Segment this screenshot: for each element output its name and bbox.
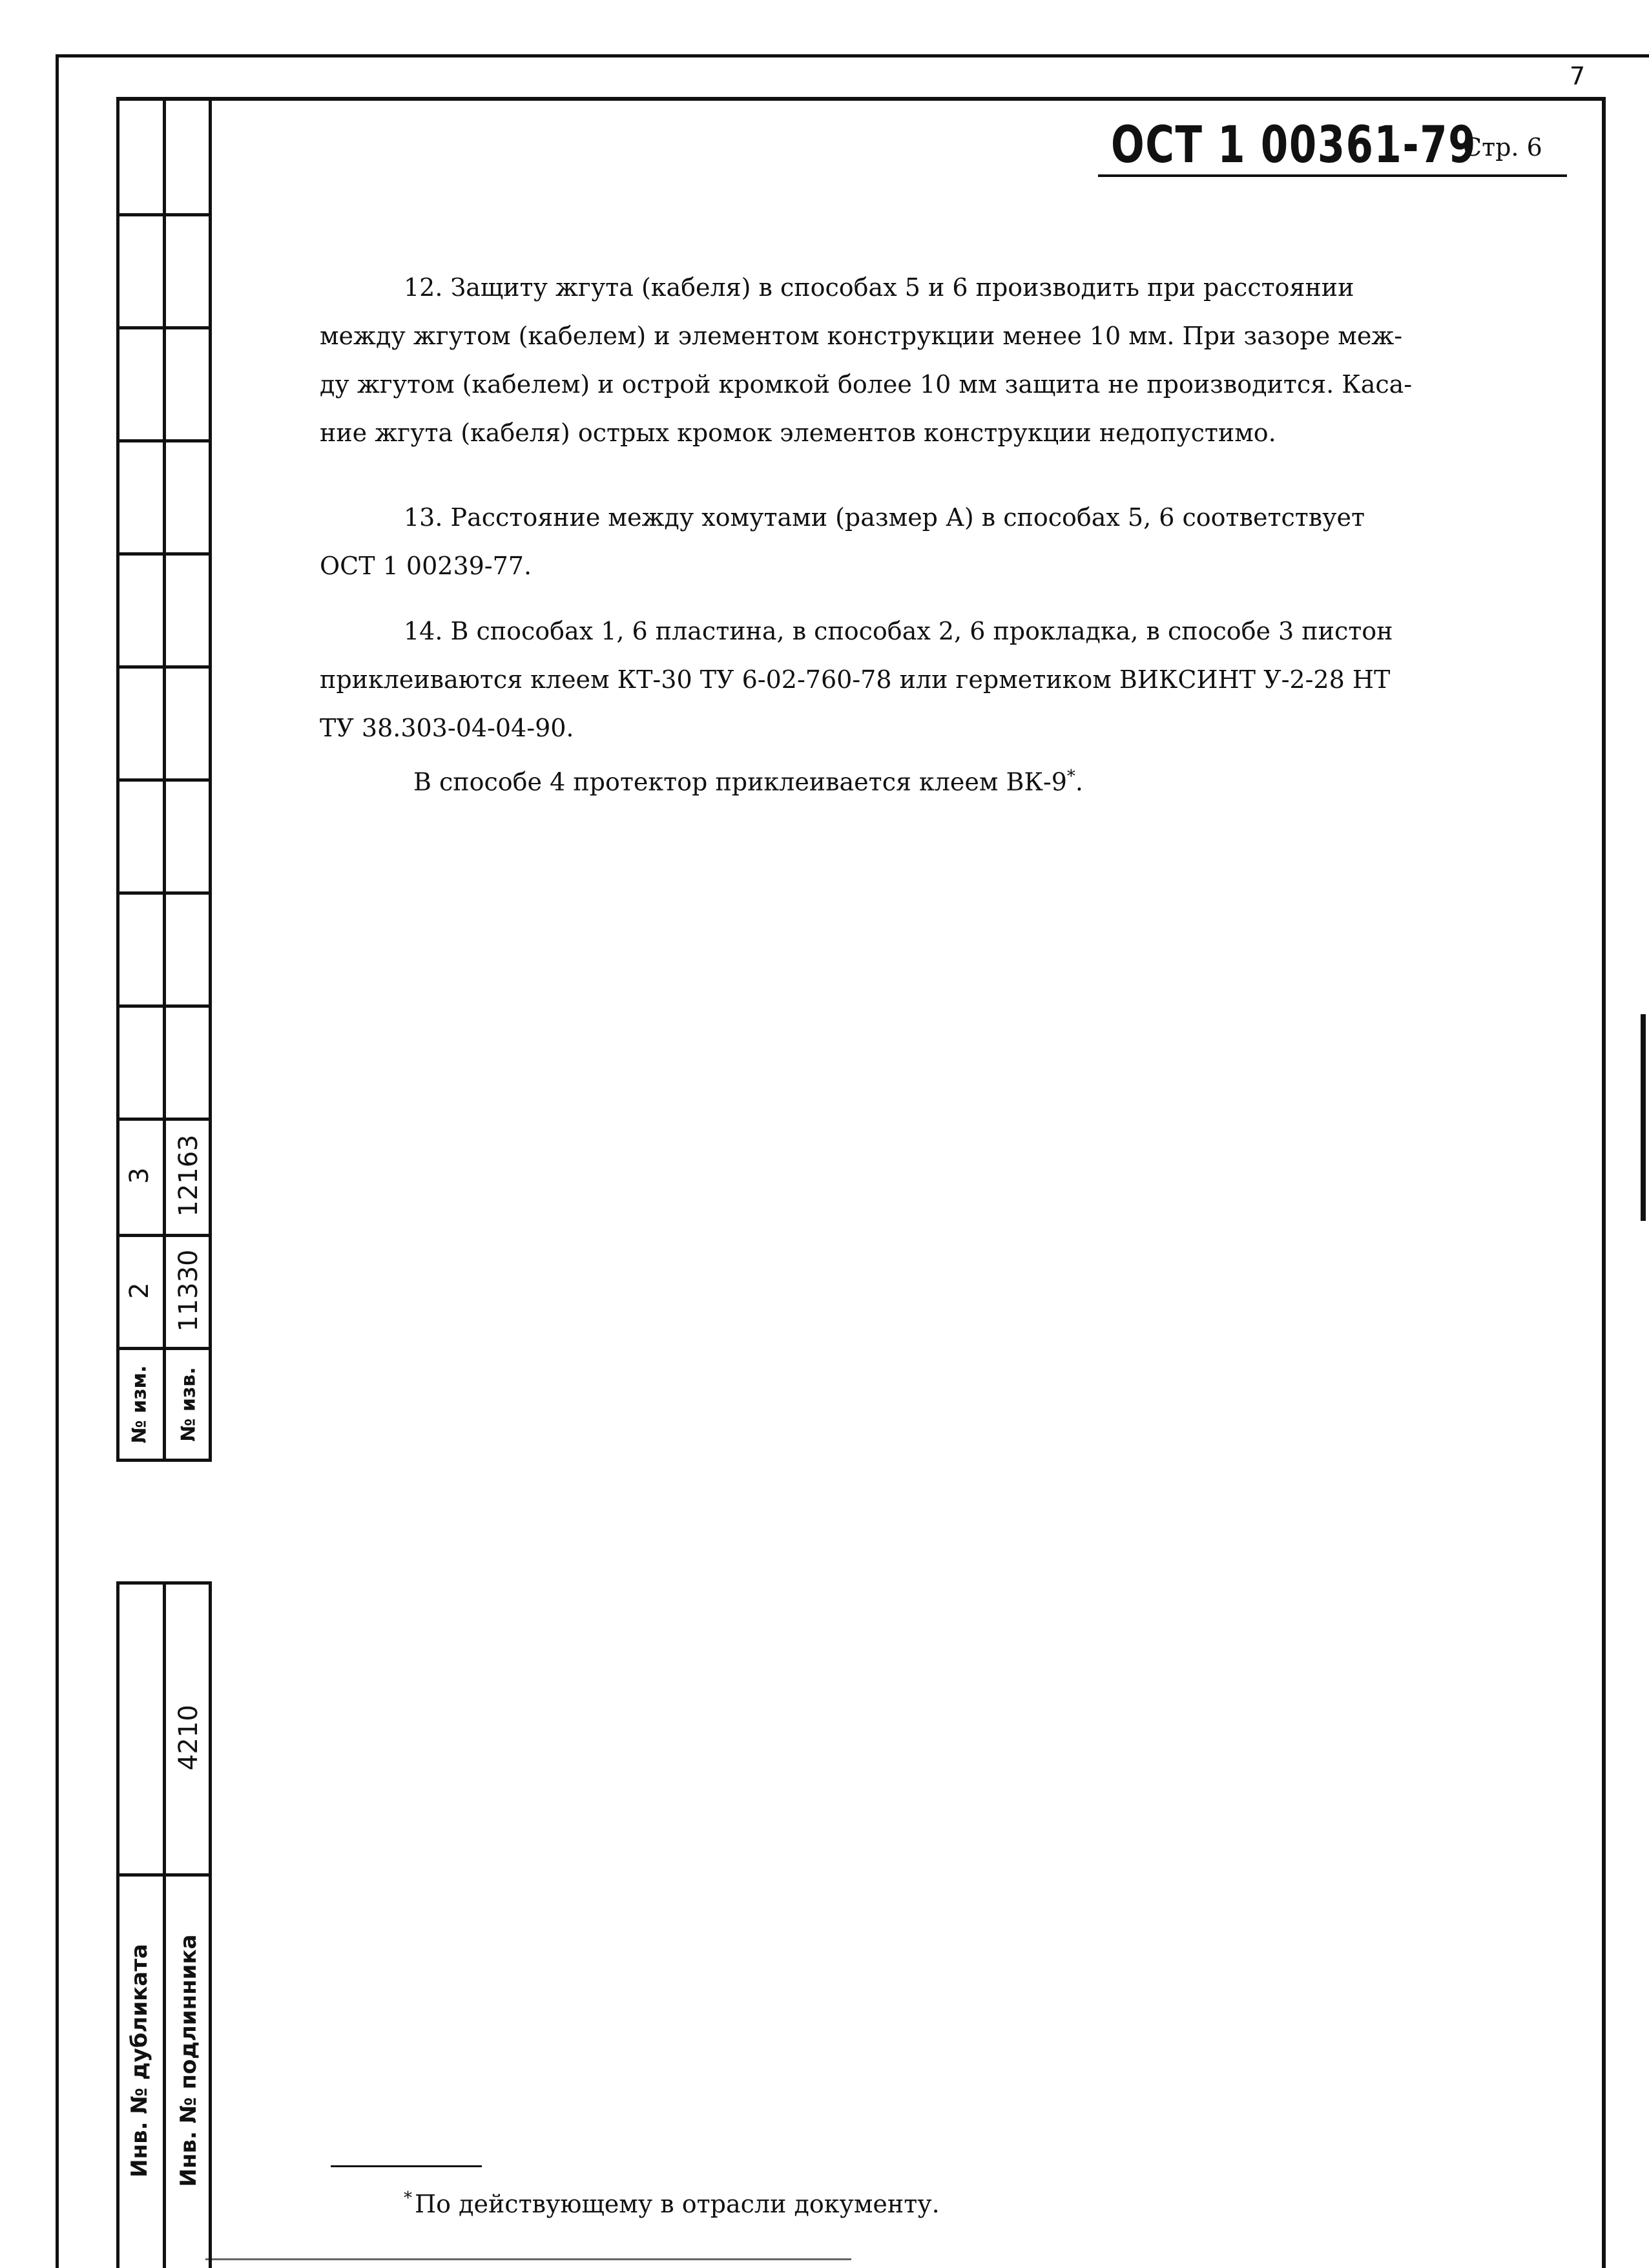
inner-frame-top-line xyxy=(116,97,1606,101)
paragraph-13 xyxy=(320,494,1547,590)
text-line: 13. Расстояние между хомутами (размер А) в способах 5, 6 соответствует xyxy=(404,503,1365,532)
frame-left-line xyxy=(56,54,59,2268)
table-rule xyxy=(116,1234,212,1237)
text-line: ТУ 38.303-04-04-90. xyxy=(320,714,574,742)
inventory-table-divider xyxy=(163,1581,166,2268)
table-rule xyxy=(116,891,212,895)
inventory-table-rule xyxy=(116,1873,212,1877)
paragraph-12 xyxy=(320,264,1547,457)
paragraph-14 xyxy=(320,607,1547,753)
text-line: между жгутом (кабелем) и элементом конструкции менее 10 мм. При зазоре меж- xyxy=(320,322,1403,350)
table-rule xyxy=(116,1118,212,1121)
text-line: ду жгутом (кабелем) и острой кромкой более 10 мм защита не производится. Каса- xyxy=(320,370,1413,399)
text-line: 14. В способах 1, 6 пластина, в способах 2, 6 прокладка, в способе 3 пистон xyxy=(404,617,1393,645)
table-rule xyxy=(116,326,212,329)
table-rule xyxy=(116,665,212,669)
table-rule xyxy=(116,1347,212,1350)
revision-number: 2 xyxy=(125,1282,154,1299)
footnote-marker: * xyxy=(1066,767,1075,786)
footnote xyxy=(404,2190,940,2218)
footnote-star: * xyxy=(404,2189,412,2208)
notice-column-label: № изв. xyxy=(177,1367,200,1442)
inner-frame-right-line xyxy=(1602,97,1606,2268)
table-rule xyxy=(116,439,212,442)
text-line: 12. Защиту жгута (кабеля) в способах 5 и 6 производить при расстоянии xyxy=(404,273,1354,302)
table-rule xyxy=(116,778,212,782)
text-line: ОСТ 1 00239-77. xyxy=(320,552,532,580)
note-end: . xyxy=(1075,767,1083,796)
table-rule xyxy=(116,1004,212,1008)
notice-number: 11330 xyxy=(174,1249,203,1332)
notice-number: 12163 xyxy=(174,1134,203,1217)
revision-number: 3 xyxy=(125,1167,154,1184)
note-text: В способе 4 протектор приклеивается клеем ВК-9 xyxy=(413,767,1067,796)
text-line: ние жгута (кабеля) острых кромок элементов конструкции недопустимо. xyxy=(320,419,1276,447)
table-rule xyxy=(116,213,212,216)
frame-top-line xyxy=(56,54,1649,57)
revision-column-label: № изм. xyxy=(128,1365,151,1444)
page-number: 7 xyxy=(1570,62,1586,90)
table-rule xyxy=(116,552,212,556)
duplicate-inventory-label: Инв. № дубликата xyxy=(127,1944,152,2178)
document-code: ОСТ 1 00361-79 xyxy=(1111,116,1477,174)
original-inventory-label: Инв. № подлинника xyxy=(176,1934,202,2187)
adhesive-note xyxy=(413,753,1083,807)
footnote-rule xyxy=(331,2165,482,2167)
text-line: приклеиваются клеем КТ-30 ТУ 6-02-760-78 или герметиком ВИКСИНТ У-2-28 НТ xyxy=(320,665,1391,694)
binding-mark xyxy=(1641,1014,1646,1221)
frame-bottom-line xyxy=(205,2258,851,2260)
original-inventory-number: 4210 xyxy=(174,1705,203,1771)
footnote-text: По действующему в отрасли документу. xyxy=(415,2190,940,2218)
header-underline xyxy=(1098,174,1567,177)
page-label: Стр. 6 xyxy=(1463,133,1542,161)
